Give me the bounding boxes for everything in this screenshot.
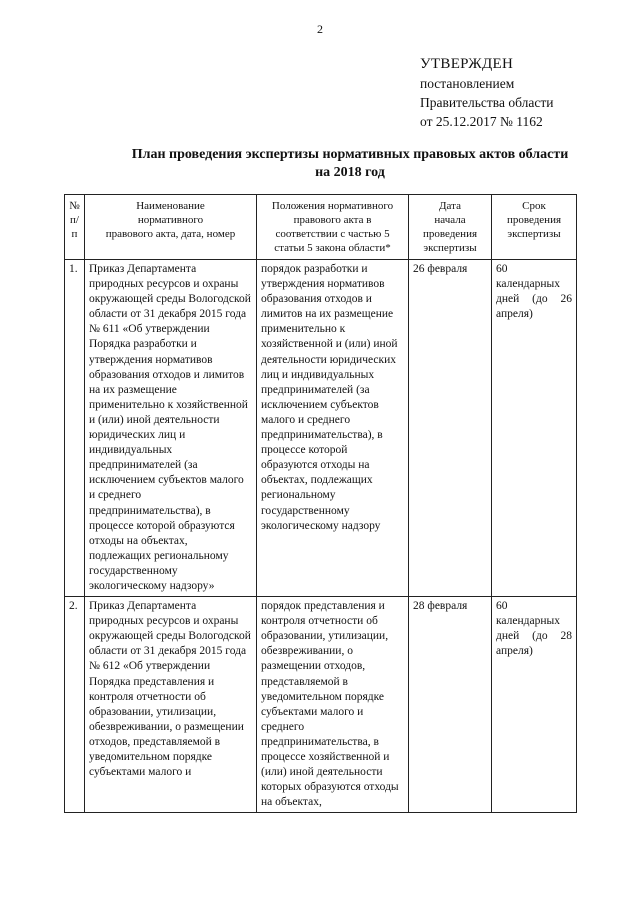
header-term: Срок проведения экспертизы	[492, 195, 577, 260]
table-row	[65, 597, 577, 813]
row-start-date: 26 февраля	[409, 260, 492, 597]
approval-line-3: Правительства области	[420, 95, 554, 110]
plan-table	[64, 194, 577, 813]
approval-line-1: УТВЕРЖДЕН	[420, 56, 514, 72]
header-number: № п/п	[65, 195, 85, 260]
row-term: 60 календарных дней (до 26 апреля)	[492, 260, 577, 597]
document-title	[100, 146, 600, 182]
approval-stamp	[420, 55, 553, 131]
row-provisions: порядок разработки и утверждения нормативов образования отходов и лимитов на их размещение применительно к хозяйственной и (или) иной деятельности юридических лиц и индивидуальных предпринимателей (за исключением субъектов малого и среднего предпринимательства), в процессе которой образуются отходы на объектах, подлежащих региональному государственному экологическому надзору	[257, 260, 409, 597]
approval-line-2: постановлением	[420, 76, 515, 91]
row-number: 1.	[65, 260, 85, 597]
title-line-1: План проведения экспертизы нормативных правовых актов области	[131, 147, 569, 162]
header-provisions: Положения нормативного правового акта в соответствии с частью 5 статьи 5 закона области*	[257, 195, 409, 260]
row-number: 2.	[65, 597, 85, 813]
table-row	[65, 260, 577, 597]
table-header-row	[65, 195, 577, 260]
header-act-name: Наименование нормативного правового акта, дата, номер	[85, 195, 257, 260]
row-term: 60 календарных дней (до 28 апреля)	[492, 597, 577, 813]
row-start-date: 28 февраля	[409, 597, 492, 813]
title-line-2: на 2018 год	[315, 165, 385, 180]
row-act-name: Приказ Департамента природных ресурсов и охраны окружающей среды Вологодской области от 31 декабря 2015 года № 612 «Об утверждении Порядка представления и контроля отчетности об образовании, утилизации, обезвреживании, о размещении отходов, представляемой в уведомительном порядке субъектами малого и	[85, 597, 257, 813]
row-provisions: порядок представления и контроля отчетности об образовании, утилизации, обезвреживании, о размещении отходов, представляемой в уведомительном порядке субъектами малого и среднего предпринимательства, в процессе хозяйственной и (или) иной деятельности которых образуются отходы на объектах,	[257, 597, 409, 813]
page-number: 2	[317, 22, 323, 36]
approval-line-4: от 25.12.2017 № 1162	[420, 114, 543, 129]
row-act-name: Приказ Департамента природных ресурсов и охраны окружающей среды Вологодской области от 31 декабря 2015 года № 611 «Об утверждении Порядка разработки и утверждения нормативов образования отходов и лимитов на их размещение применительно к хозяйственной и (или) иной деятельности юридических лиц и индивидуальных предпринимателей (за исключением субъектов малого и среднего предпринимательства), в процессе которой образуются отходы на объектах, подлежащих региональному государственному экологическому надзору»	[85, 260, 257, 597]
header-start-date: Дата начала проведения экспертизы	[409, 195, 492, 260]
